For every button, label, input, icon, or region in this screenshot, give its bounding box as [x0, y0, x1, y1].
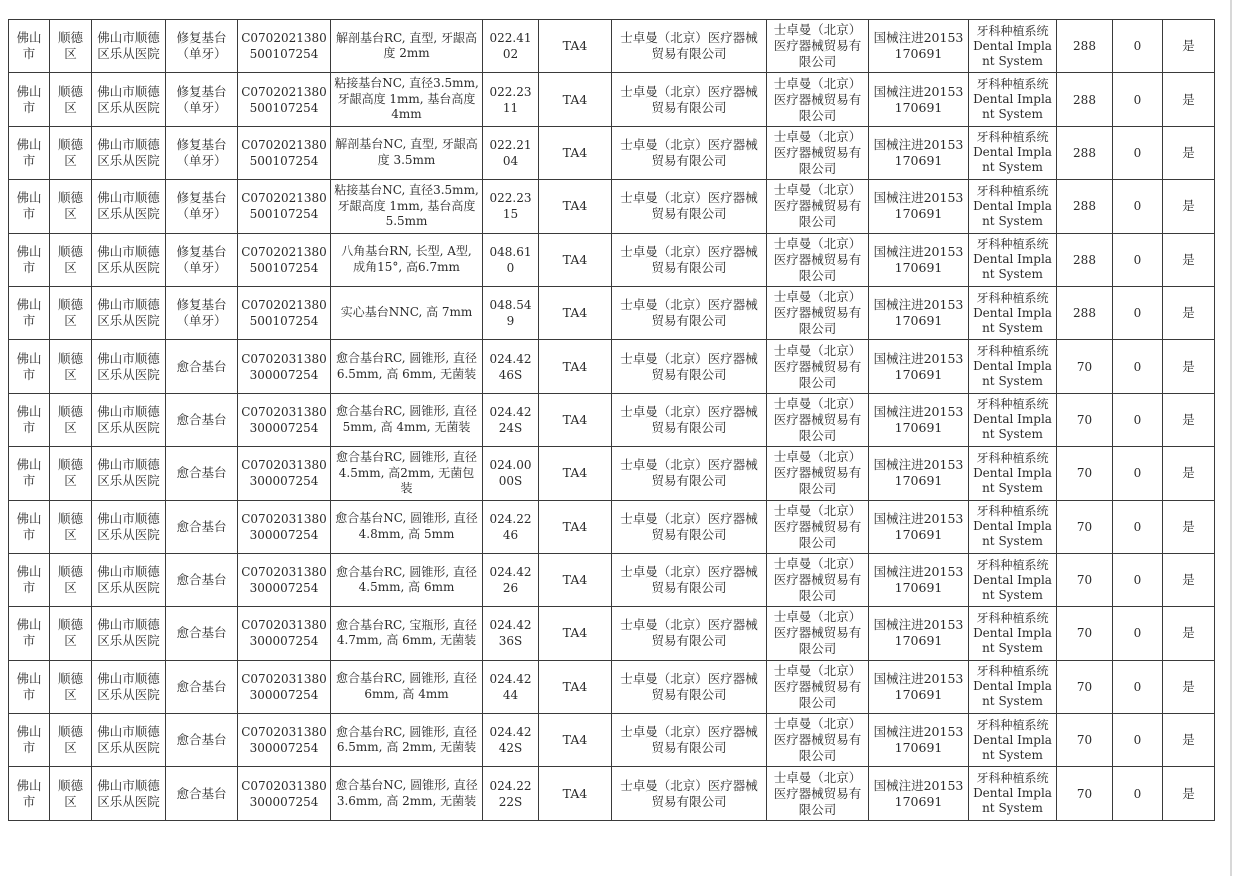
category-cell: 修复基台（单牙） — [166, 233, 238, 286]
hospital-cell: 佛山市顺德区乐从医院 — [92, 660, 166, 713]
city-cell: 佛山市 — [9, 233, 50, 286]
model-cell: 048.610 — [483, 233, 539, 286]
quantity-cell: 0 — [1113, 660, 1163, 713]
city-cell: 佛山市 — [9, 553, 50, 606]
table-row — [9, 660, 1215, 713]
category-cell: 愈合基台 — [166, 767, 238, 820]
product-name-cell: 牙科种植系统Dental Implant System — [969, 286, 1057, 339]
quantity-cell: 0 — [1113, 500, 1163, 553]
category-cell: 愈合基台 — [166, 393, 238, 446]
price-list-document — [8, 19, 1214, 821]
city-cell: 佛山市 — [9, 660, 50, 713]
code-cell: C0702021380500107254 — [238, 180, 331, 233]
registration-cell: 国械注进20153170691 — [869, 767, 969, 820]
flag-cell: 是 — [1163, 447, 1215, 500]
price-cell: 288 — [1057, 180, 1113, 233]
flag-cell: 是 — [1163, 286, 1215, 339]
quantity-cell: 0 — [1113, 73, 1163, 126]
registration-cell: 国械注进20153170691 — [869, 20, 969, 73]
flag-cell: 是 — [1163, 393, 1215, 446]
registration-cell: 国械注进20153170691 — [869, 447, 969, 500]
material-cell: TA4 — [539, 447, 612, 500]
city-cell: 佛山市 — [9, 500, 50, 553]
material-cell: TA4 — [539, 73, 612, 126]
city-cell: 佛山市 — [9, 607, 50, 660]
spec-cell: 愈合基台RC, 圆锥形, 直径 6.5mm, 高 6mm, 无菌装 — [331, 340, 483, 393]
code-cell: C0702031380300007254 — [238, 714, 331, 767]
hospital-cell: 佛山市顺德区乐从医院 — [92, 233, 166, 286]
code-cell: C0702021380500107254 — [238, 73, 331, 126]
district-cell: 顺德区 — [50, 714, 92, 767]
city-cell: 佛山市 — [9, 767, 50, 820]
category-cell: 愈合基台 — [166, 607, 238, 660]
model-cell: 024.4246S — [483, 340, 539, 393]
supplier-cell: 士卓曼（北京）医疗器械贸易有限公司 — [767, 340, 869, 393]
product-name-cell: 牙科种植系统Dental Implant System — [969, 767, 1057, 820]
quantity-cell: 0 — [1113, 714, 1163, 767]
material-cell: TA4 — [539, 20, 612, 73]
manufacturer-cell: 士卓曼（北京）医疗器械贸易有限公司 — [612, 447, 767, 500]
quantity-cell: 0 — [1113, 393, 1163, 446]
city-cell: 佛山市 — [9, 20, 50, 73]
spec-cell: 愈合基台RC, 圆锥形, 直径 6mm, 高 4mm — [331, 660, 483, 713]
city-cell: 佛山市 — [9, 126, 50, 179]
product-name-cell: 牙科种植系统Dental Implant System — [969, 393, 1057, 446]
quantity-cell: 0 — [1113, 553, 1163, 606]
product-name-cell: 牙科种植系统Dental Implant System — [969, 447, 1057, 500]
product-name-cell: 牙科种植系统Dental Implant System — [969, 233, 1057, 286]
flag-cell: 是 — [1163, 660, 1215, 713]
hospital-cell: 佛山市顺德区乐从医院 — [92, 447, 166, 500]
model-cell: 024.2222S — [483, 767, 539, 820]
material-cell: TA4 — [539, 553, 612, 606]
city-cell: 佛山市 — [9, 73, 50, 126]
supplier-cell: 士卓曼（北京）医疗器械贸易有限公司 — [767, 607, 869, 660]
manufacturer-cell: 士卓曼（北京）医疗器械贸易有限公司 — [612, 500, 767, 553]
code-cell: C0702021380500107254 — [238, 126, 331, 179]
spec-cell: 愈合基台NC, 圆锥形, 直径 4.8mm, 高 5mm — [331, 500, 483, 553]
registration-cell: 国械注进20153170691 — [869, 73, 969, 126]
flag-cell: 是 — [1163, 500, 1215, 553]
spec-cell: 解剖基台NC, 直型, 牙龈高度 3.5mm — [331, 126, 483, 179]
code-cell: C0702031380300007254 — [238, 340, 331, 393]
manufacturer-cell: 士卓曼（北京）医疗器械贸易有限公司 — [612, 233, 767, 286]
district-cell: 顺德区 — [50, 340, 92, 393]
flag-cell: 是 — [1163, 714, 1215, 767]
registration-cell: 国械注进20153170691 — [869, 607, 969, 660]
price-cell: 70 — [1057, 660, 1113, 713]
table-row — [9, 126, 1215, 179]
price-cell: 70 — [1057, 393, 1113, 446]
product-name-cell: 牙科种植系统Dental Implant System — [969, 607, 1057, 660]
flag-cell: 是 — [1163, 20, 1215, 73]
material-cell: TA4 — [539, 286, 612, 339]
product-name-cell: 牙科种植系统Dental Implant System — [969, 660, 1057, 713]
city-cell: 佛山市 — [9, 714, 50, 767]
city-cell: 佛山市 — [9, 180, 50, 233]
flag-cell: 是 — [1163, 73, 1215, 126]
district-cell: 顺德区 — [50, 233, 92, 286]
manufacturer-cell: 士卓曼（北京）医疗器械贸易有限公司 — [612, 660, 767, 713]
supplier-cell: 士卓曼（北京）医疗器械贸易有限公司 — [767, 233, 869, 286]
product-name-cell: 牙科种植系统Dental Implant System — [969, 500, 1057, 553]
product-name-cell: 牙科种植系统Dental Implant System — [969, 340, 1057, 393]
code-cell: C0702031380300007254 — [238, 607, 331, 660]
price-cell: 288 — [1057, 126, 1113, 179]
hospital-cell: 佛山市顺德区乐从医院 — [92, 126, 166, 179]
category-cell: 愈合基台 — [166, 660, 238, 713]
spec-cell: 实心基台NNC, 高 7mm — [331, 286, 483, 339]
table-body — [9, 20, 1215, 821]
district-cell: 顺德区 — [50, 286, 92, 339]
category-cell: 修复基台（单牙） — [166, 180, 238, 233]
flag-cell: 是 — [1163, 180, 1215, 233]
registration-cell: 国械注进20153170691 — [869, 714, 969, 767]
quantity-cell: 0 — [1113, 447, 1163, 500]
price-cell: 288 — [1057, 20, 1113, 73]
model-cell: 024.2246 — [483, 500, 539, 553]
registration-cell: 国械注进20153170691 — [869, 500, 969, 553]
flag-cell: 是 — [1163, 233, 1215, 286]
manufacturer-cell: 士卓曼（北京）医疗器械贸易有限公司 — [612, 286, 767, 339]
district-cell: 顺德区 — [50, 500, 92, 553]
district-cell: 顺德区 — [50, 767, 92, 820]
category-cell: 修复基台（单牙） — [166, 20, 238, 73]
city-cell: 佛山市 — [9, 393, 50, 446]
district-cell: 顺德区 — [50, 180, 92, 233]
district-cell: 顺德区 — [50, 607, 92, 660]
manufacturer-cell: 士卓曼（北京）医疗器械贸易有限公司 — [612, 126, 767, 179]
hospital-cell: 佛山市顺德区乐从医院 — [92, 340, 166, 393]
city-cell: 佛山市 — [9, 286, 50, 339]
quantity-cell: 0 — [1113, 767, 1163, 820]
manufacturer-cell: 士卓曼（北京）医疗器械贸易有限公司 — [612, 340, 767, 393]
spec-cell: 八角基台RN, 长型, A型, 成角15°, 高6.7mm — [331, 233, 483, 286]
supplier-cell: 士卓曼（北京）医疗器械贸易有限公司 — [767, 393, 869, 446]
category-cell: 愈合基台 — [166, 500, 238, 553]
material-cell: TA4 — [539, 767, 612, 820]
price-cell: 70 — [1057, 447, 1113, 500]
spec-cell: 愈合基台RC, 宝瓶形, 直径 4.7mm, 高 6mm, 无菌装 — [331, 607, 483, 660]
flag-cell: 是 — [1163, 553, 1215, 606]
model-cell: 022.2104 — [483, 126, 539, 179]
district-cell: 顺德区 — [50, 447, 92, 500]
model-cell: 024.4226 — [483, 553, 539, 606]
price-cell: 70 — [1057, 607, 1113, 660]
district-cell: 顺德区 — [50, 393, 92, 446]
hospital-cell: 佛山市顺德区乐从医院 — [92, 180, 166, 233]
supplier-cell: 士卓曼（北京）医疗器械贸易有限公司 — [767, 500, 869, 553]
flag-cell: 是 — [1163, 607, 1215, 660]
spec-cell: 愈合基台RC, 圆锥形, 直径 5mm, 高 4mm, 无菌装 — [331, 393, 483, 446]
quantity-cell: 0 — [1113, 126, 1163, 179]
code-cell: C0702031380300007254 — [238, 393, 331, 446]
hospital-cell: 佛山市顺德区乐从医院 — [92, 286, 166, 339]
model-cell: 024.4236S — [483, 607, 539, 660]
supplier-cell: 士卓曼（北京）医疗器械贸易有限公司 — [767, 126, 869, 179]
model-cell: 048.549 — [483, 286, 539, 339]
price-cell: 288 — [1057, 233, 1113, 286]
manufacturer-cell: 士卓曼（北京）医疗器械贸易有限公司 — [612, 714, 767, 767]
table-row — [9, 393, 1215, 446]
spec-cell: 粘接基台NC, 直径3.5mm, 牙龈高度 1mm, 基台高度 5.5mm — [331, 180, 483, 233]
product-price-table — [8, 19, 1215, 821]
material-cell: TA4 — [539, 660, 612, 713]
hospital-cell: 佛山市顺德区乐从医院 — [92, 714, 166, 767]
category-cell: 修复基台（单牙） — [166, 126, 238, 179]
table-row — [9, 500, 1215, 553]
flag-cell: 是 — [1163, 340, 1215, 393]
hospital-cell: 佛山市顺德区乐从医院 — [92, 73, 166, 126]
model-cell: 024.0000S — [483, 447, 539, 500]
quantity-cell: 0 — [1113, 233, 1163, 286]
code-cell: C0702021380500107254 — [238, 286, 331, 339]
code-cell: C0702031380300007254 — [238, 500, 331, 553]
hospital-cell: 佛山市顺德区乐从医院 — [92, 500, 166, 553]
category-cell: 修复基台（单牙） — [166, 286, 238, 339]
product-name-cell: 牙科种植系统Dental Implant System — [969, 73, 1057, 126]
supplier-cell: 士卓曼（北京）医疗器械贸易有限公司 — [767, 20, 869, 73]
price-cell: 70 — [1057, 553, 1113, 606]
price-cell: 70 — [1057, 714, 1113, 767]
district-cell: 顺德区 — [50, 126, 92, 179]
model-cell: 024.4244 — [483, 660, 539, 713]
price-cell: 70 — [1057, 767, 1113, 820]
model-cell: 022.2315 — [483, 180, 539, 233]
registration-cell: 国械注进20153170691 — [869, 286, 969, 339]
city-cell: 佛山市 — [9, 447, 50, 500]
product-name-cell: 牙科种植系统Dental Implant System — [969, 553, 1057, 606]
price-cell: 70 — [1057, 340, 1113, 393]
manufacturer-cell: 士卓曼（北京）医疗器械贸易有限公司 — [612, 393, 767, 446]
scan-edge-line — [1230, 0, 1232, 876]
registration-cell: 国械注进20153170691 — [869, 660, 969, 713]
category-cell: 愈合基台 — [166, 447, 238, 500]
supplier-cell: 士卓曼（北京）医疗器械贸易有限公司 — [767, 447, 869, 500]
supplier-cell: 士卓曼（北京）医疗器械贸易有限公司 — [767, 553, 869, 606]
supplier-cell: 士卓曼（北京）医疗器械贸易有限公司 — [767, 767, 869, 820]
supplier-cell: 士卓曼（北京）医疗器械贸易有限公司 — [767, 73, 869, 126]
code-cell: C0702021380500107254 — [238, 20, 331, 73]
code-cell: C0702031380300007254 — [238, 660, 331, 713]
flag-cell: 是 — [1163, 126, 1215, 179]
registration-cell: 国械注进20153170691 — [869, 180, 969, 233]
table-row — [9, 714, 1215, 767]
quantity-cell: 0 — [1113, 180, 1163, 233]
table-row — [9, 73, 1215, 126]
category-cell: 愈合基台 — [166, 340, 238, 393]
material-cell: TA4 — [539, 714, 612, 767]
model-cell: 022.2311 — [483, 73, 539, 126]
flag-cell: 是 — [1163, 767, 1215, 820]
supplier-cell: 士卓曼（北京）医疗器械贸易有限公司 — [767, 660, 869, 713]
quantity-cell: 0 — [1113, 340, 1163, 393]
code-cell: C0702031380300007254 — [238, 553, 331, 606]
category-cell: 修复基台（单牙） — [166, 73, 238, 126]
spec-cell: 愈合基台NC, 圆锥形, 直径 3.6mm, 高 2mm, 无菌装 — [331, 767, 483, 820]
product-name-cell: 牙科种植系统Dental Implant System — [969, 714, 1057, 767]
city-cell: 佛山市 — [9, 340, 50, 393]
quantity-cell: 0 — [1113, 286, 1163, 339]
supplier-cell: 士卓曼（北京）医疗器械贸易有限公司 — [767, 180, 869, 233]
hospital-cell: 佛山市顺德区乐从医院 — [92, 20, 166, 73]
manufacturer-cell: 士卓曼（北京）医疗器械贸易有限公司 — [612, 553, 767, 606]
hospital-cell: 佛山市顺德区乐从医院 — [92, 607, 166, 660]
quantity-cell: 0 — [1113, 20, 1163, 73]
registration-cell: 国械注进20153170691 — [869, 340, 969, 393]
product-name-cell: 牙科种植系统Dental Implant System — [969, 126, 1057, 179]
manufacturer-cell: 士卓曼（北京）医疗器械贸易有限公司 — [612, 180, 767, 233]
table-row — [9, 180, 1215, 233]
spec-cell: 解剖基台RC, 直型, 牙龈高度 2mm — [331, 20, 483, 73]
hospital-cell: 佛山市顺德区乐从医院 — [92, 393, 166, 446]
material-cell: TA4 — [539, 393, 612, 446]
district-cell: 顺德区 — [50, 660, 92, 713]
code-cell: C0702031380300007254 — [238, 767, 331, 820]
table-row — [9, 607, 1215, 660]
table-row — [9, 340, 1215, 393]
spec-cell: 愈合基台RC, 圆锥形, 直径 4.5mm, 高 6mm — [331, 553, 483, 606]
hospital-cell: 佛山市顺德区乐从医院 — [92, 767, 166, 820]
manufacturer-cell: 士卓曼（北京）医疗器械贸易有限公司 — [612, 607, 767, 660]
code-cell: C0702031380300007254 — [238, 447, 331, 500]
manufacturer-cell: 士卓曼（北京）医疗器械贸易有限公司 — [612, 20, 767, 73]
model-cell: 022.4102 — [483, 20, 539, 73]
registration-cell: 国械注进20153170691 — [869, 553, 969, 606]
category-cell: 愈合基台 — [166, 553, 238, 606]
price-cell: 288 — [1057, 286, 1113, 339]
material-cell: TA4 — [539, 607, 612, 660]
product-name-cell: 牙科种植系统Dental Implant System — [969, 20, 1057, 73]
table-row — [9, 767, 1215, 820]
table-row — [9, 447, 1215, 500]
table-row — [9, 553, 1215, 606]
district-cell: 顺德区 — [50, 553, 92, 606]
code-cell: C0702021380500107254 — [238, 233, 331, 286]
model-cell: 024.4242S — [483, 714, 539, 767]
spec-cell: 愈合基台RC, 圆锥形, 直径4.5mm, 高2mm, 无菌包装 — [331, 447, 483, 500]
product-name-cell: 牙科种植系统Dental Implant System — [969, 180, 1057, 233]
spec-cell: 粘接基台NC, 直径3.5mm, 牙龈高度 1mm, 基台高度 4mm — [331, 73, 483, 126]
spec-cell: 愈合基台RC, 圆锥形, 直径 6.5mm, 高 2mm, 无菌装 — [331, 714, 483, 767]
district-cell: 顺德区 — [50, 73, 92, 126]
category-cell: 愈合基台 — [166, 714, 238, 767]
price-cell: 70 — [1057, 500, 1113, 553]
district-cell: 顺德区 — [50, 20, 92, 73]
registration-cell: 国械注进20153170691 — [869, 126, 969, 179]
manufacturer-cell: 士卓曼（北京）医疗器械贸易有限公司 — [612, 73, 767, 126]
quantity-cell: 0 — [1113, 607, 1163, 660]
material-cell: TA4 — [539, 340, 612, 393]
material-cell: TA4 — [539, 500, 612, 553]
supplier-cell: 士卓曼（北京）医疗器械贸易有限公司 — [767, 286, 869, 339]
registration-cell: 国械注进20153170691 — [869, 393, 969, 446]
price-cell: 288 — [1057, 73, 1113, 126]
table-row — [9, 233, 1215, 286]
hospital-cell: 佛山市顺德区乐从医院 — [92, 553, 166, 606]
table-row — [9, 20, 1215, 73]
registration-cell: 国械注进20153170691 — [869, 233, 969, 286]
material-cell: TA4 — [539, 180, 612, 233]
table-row — [9, 286, 1215, 339]
material-cell: TA4 — [539, 233, 612, 286]
material-cell: TA4 — [539, 126, 612, 179]
manufacturer-cell: 士卓曼（北京）医疗器械贸易有限公司 — [612, 767, 767, 820]
model-cell: 024.4224S — [483, 393, 539, 446]
supplier-cell: 士卓曼（北京）医疗器械贸易有限公司 — [767, 714, 869, 767]
